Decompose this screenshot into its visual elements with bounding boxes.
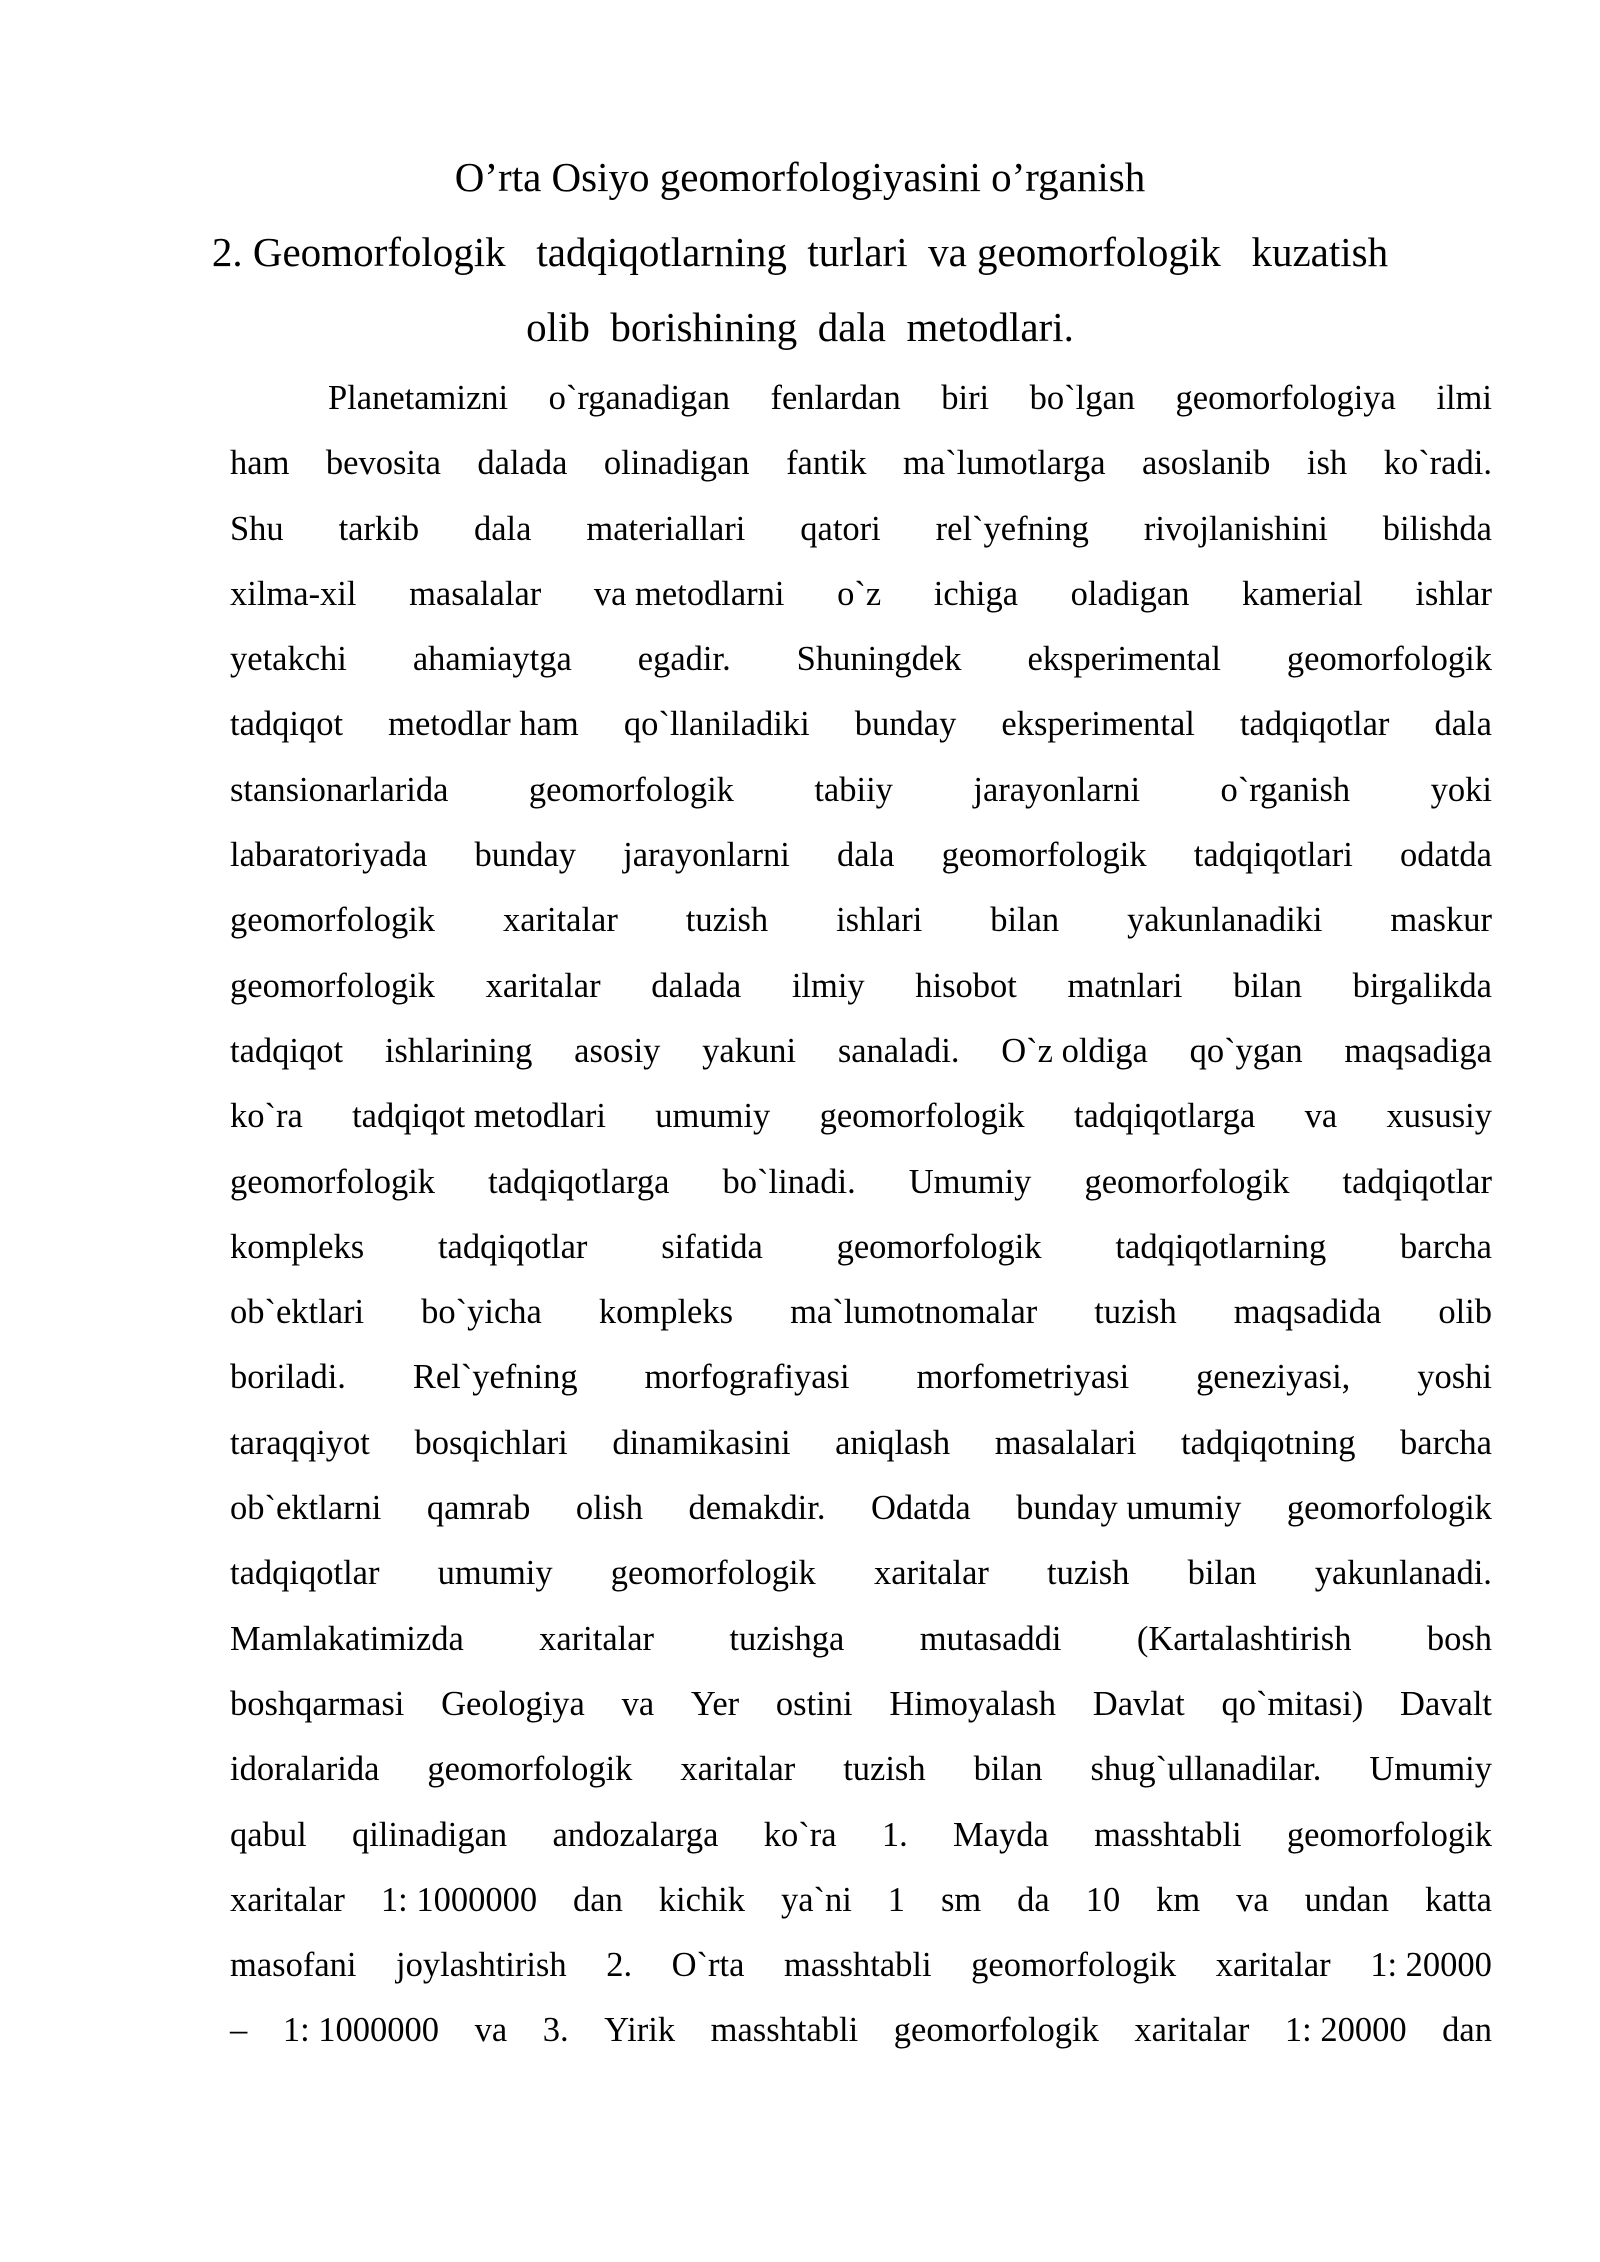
body-word: morfometriyasi <box>916 1358 1130 1397</box>
body-line <box>230 1033 1492 1098</box>
body-word: kichik <box>658 1880 746 1919</box>
body-word: bilan <box>1187 1554 1257 1593</box>
body-word: labaratoriyada <box>230 836 428 875</box>
body-word: tadqiqotlarning <box>1115 1227 1327 1266</box>
body-word: Planetamizni <box>328 379 509 417</box>
body-word: bo`linadi. <box>722 1162 856 1201</box>
body-word: Mayda <box>952 1815 1049 1854</box>
body-word: kamerial <box>1242 574 1363 613</box>
body-word: geomorfologik <box>1286 1489 1492 1528</box>
body-word: asosiy <box>574 1031 661 1070</box>
body-line <box>230 1882 1492 1947</box>
body-word: O`rta <box>671 1946 745 1985</box>
body-word: ishlar <box>1415 574 1492 613</box>
body-line <box>230 2012 1492 2077</box>
body-word: ilmi <box>1436 379 1492 417</box>
body-word: tuzish <box>1094 1293 1177 1332</box>
body-word: yakunlanadi. <box>1314 1554 1492 1593</box>
body-word: maqsadiga <box>1344 1031 1492 1070</box>
body-word: demakdir. <box>688 1489 826 1528</box>
body-word: Himoyalash <box>889 1684 1057 1723</box>
body-word: geomorfologik <box>836 1227 1042 1266</box>
body-word: xaritalar <box>1134 2011 1250 2050</box>
body-word: rel`yefning <box>935 509 1089 548</box>
body-word: qo`mitasi) <box>1221 1684 1364 1723</box>
body-word: qabul <box>230 1815 307 1854</box>
body-line <box>230 1294 1492 1359</box>
body-line <box>230 511 1492 576</box>
body-word: – <box>230 2011 248 2050</box>
body-word: mutasaddi <box>919 1619 1062 1658</box>
body-word: birgalikda <box>1352 966 1492 1005</box>
body-word: xaritalar <box>873 1554 989 1593</box>
body-word: qo`ygan <box>1189 1031 1303 1070</box>
body-word: olinadigan <box>603 444 750 483</box>
body-word: tuzish <box>1047 1554 1130 1593</box>
body-word: dalada <box>651 966 742 1005</box>
body-word: yoki <box>1430 770 1492 809</box>
body-word: masshtabli <box>1094 1815 1242 1854</box>
body-line <box>230 1555 1492 1620</box>
body-word: bevosita <box>325 444 441 483</box>
body-word: umumiy <box>655 1097 771 1136</box>
body-word: sifatida <box>661 1227 763 1266</box>
body-word: masalalari <box>994 1423 1137 1462</box>
body-word: 1 <box>887 1880 906 1919</box>
body-word: tadqiqot metodlari <box>352 1097 606 1136</box>
body-word: dan <box>1442 2011 1492 2050</box>
body-line <box>230 1686 1492 1751</box>
body-word: 1: 20000 <box>1370 1946 1492 1985</box>
body-word: geomorfologik <box>610 1554 816 1593</box>
body-word: o`rganish <box>1220 770 1351 809</box>
body-word: va <box>474 2011 508 2050</box>
body-word: qatori <box>800 509 881 548</box>
body-word: 1: 20000 <box>1284 2011 1407 2050</box>
body-word: tadqiqotlarga <box>488 1162 670 1201</box>
body-word: idoralarida <box>230 1750 380 1789</box>
body-word: (Kartalashtirish <box>1136 1619 1352 1658</box>
body-line <box>230 380 1492 445</box>
body-word: xususiy <box>1386 1097 1492 1136</box>
body-word: jarayonlarni <box>623 836 790 875</box>
body-word: shug`ullanadilar. <box>1090 1750 1322 1789</box>
body-word: bilishda <box>1382 509 1492 548</box>
body-word: masofani <box>230 1946 357 1985</box>
body-word: taraqqiyot <box>230 1423 370 1462</box>
body-word: boriladi. <box>230 1358 346 1397</box>
body-word: biri <box>941 379 990 417</box>
document-title-line-3: olib borishining dala metodlari. <box>526 304 1074 350</box>
body-word: ob`ektlarni <box>230 1489 382 1528</box>
body-word: sanaladi. <box>837 1031 960 1070</box>
body-word: Yirik <box>604 2011 676 2050</box>
body-word: bosh <box>1426 1619 1492 1658</box>
body-line <box>230 1425 1492 1490</box>
body-word: boshqarmasi <box>230 1684 405 1723</box>
body-word: undan <box>1304 1880 1389 1919</box>
body-line <box>230 1359 1492 1424</box>
body-word: qilinadigan <box>351 1815 508 1854</box>
body-word: masalalar <box>409 574 542 613</box>
body-word: va <box>1304 1097 1338 1136</box>
body-word: dala <box>473 509 532 548</box>
body-word: ichiga <box>933 574 1019 613</box>
body-word: ilmiy <box>791 966 865 1005</box>
body-word: hisobot <box>915 966 1017 1005</box>
body-word: masshtabli <box>710 2011 859 2050</box>
body-word: o`z <box>837 574 882 613</box>
document-title-line-2: 2. Geomorfologik tadqiqotlarning turlari va geomorfologik kuzatish <box>211 229 1389 275</box>
body-word: ahamiaytga <box>412 640 572 679</box>
body-word: 2. <box>606 1946 633 1985</box>
body-word: km <box>1156 1880 1201 1919</box>
body-word: materiallari <box>586 509 746 548</box>
body-word: va <box>621 1684 655 1723</box>
body-line <box>230 576 1492 641</box>
body-word: kompleks <box>598 1293 734 1332</box>
body-word: va <box>1236 1880 1269 1919</box>
body-line <box>230 1817 1492 1882</box>
body-word: ya`ni <box>780 1880 852 1919</box>
body-word: qamrab <box>426 1489 531 1528</box>
body-word: maqsadida <box>1233 1293 1382 1332</box>
body-word: yoshi <box>1417 1358 1492 1397</box>
body-word: barcha <box>1400 1227 1492 1266</box>
body-word: qo`llaniladiki <box>623 705 810 744</box>
body-line <box>230 1229 1492 1294</box>
body-line <box>230 837 1492 902</box>
body-word: yakuni <box>702 1031 797 1070</box>
body-word: tadqiqotning <box>1181 1423 1356 1462</box>
body-line <box>230 968 1492 1033</box>
body-word: maskur <box>1390 901 1492 940</box>
body-word: stansionarlarida <box>230 770 449 809</box>
body-word: ish <box>1306 444 1348 483</box>
body-line <box>230 902 1492 967</box>
body-word: bilan <box>1233 966 1303 1005</box>
body-word: O`z oldiga <box>1001 1031 1148 1070</box>
body-word: tuzish <box>843 1750 926 1789</box>
body-word: bilan <box>973 1750 1043 1789</box>
body-word: 3. <box>542 2011 569 2050</box>
body-word: bo`lgan <box>1029 379 1136 417</box>
body-line <box>230 1947 1492 2012</box>
body-word: tadqiqot <box>230 705 344 744</box>
body-word: dala <box>1434 705 1492 744</box>
body-word: dinamikasini <box>612 1423 791 1462</box>
body-word: tuzishga <box>729 1619 845 1658</box>
body-word: bunday umumiy <box>1016 1489 1242 1528</box>
body-line <box>230 1098 1492 1163</box>
body-word: katta <box>1424 1880 1492 1919</box>
body-word: geomorfologik <box>819 1097 1025 1136</box>
body-word: 1. <box>881 1815 908 1854</box>
body-word: jarayonlarni <box>973 770 1141 809</box>
body-word: geomorfologik <box>528 770 734 809</box>
body-line <box>230 445 1492 510</box>
body-word: xaritalar <box>502 901 618 940</box>
body-word: fenlardan <box>770 379 901 417</box>
body-word: bunday <box>474 836 577 875</box>
body-word: o`rganadigan <box>548 379 730 417</box>
body-word: tadqiqot <box>230 1031 344 1070</box>
body-word: geomorfologik <box>941 836 1147 875</box>
body-word: sm <box>940 1880 982 1919</box>
body-word: Umumiy <box>1369 1750 1492 1789</box>
body-word: Shuningdek <box>796 640 962 679</box>
body-word: Mamlakatimizda <box>230 1619 464 1658</box>
body-word: xaritalar <box>539 1619 655 1658</box>
body-word: geneziyasi, <box>1196 1358 1351 1397</box>
body-word: geomorfologik <box>1286 1815 1492 1854</box>
body-word: geomorfologiya <box>1175 379 1396 417</box>
body-word: fantik <box>786 444 867 483</box>
body-word: geomorfologik <box>971 1946 1177 1985</box>
body-line <box>230 1164 1492 1229</box>
body-word: bosqichlari <box>414 1423 568 1462</box>
body-word: da <box>1017 1880 1050 1919</box>
body-word: ostini <box>775 1684 853 1723</box>
body-word: ko`ra <box>230 1097 303 1136</box>
body-word: ma`lumotnomalar <box>790 1293 1038 1332</box>
body-word: metodlar ham <box>388 705 579 744</box>
body-line <box>230 641 1492 706</box>
body-word: tadqiqotlari <box>1193 836 1353 875</box>
body-word: eksperimental <box>1027 640 1221 679</box>
body-word: xaritalar <box>680 1750 796 1789</box>
body-word: ko`ra <box>763 1815 837 1854</box>
body-word: olish <box>575 1489 643 1528</box>
body-word: xilma-xil <box>230 574 357 613</box>
body-word: tadqiqotlar <box>1342 1162 1492 1201</box>
body-word: ko`radi. <box>1383 444 1492 483</box>
body-word: Odatda <box>871 1489 971 1528</box>
body-line <box>230 772 1492 837</box>
body-word: tadqiqotlar <box>437 1227 588 1266</box>
body-line <box>230 1751 1492 1816</box>
document-title-line-1: O’rta Osiyo geomorfologiyasini o’rganish <box>454 154 1146 200</box>
body-word: Shu <box>230 509 284 548</box>
body-word: dala <box>836 836 895 875</box>
body-word: xaritalar <box>230 1880 345 1919</box>
body-word: bo`yicha <box>421 1293 542 1332</box>
body-word: ham <box>230 444 290 483</box>
body-word: ma`lumotlarga <box>903 444 1106 483</box>
body-word: rivojlanishini <box>1143 509 1328 548</box>
body-word: geomorfologik <box>230 1162 436 1201</box>
body-word: bilan <box>990 901 1060 940</box>
body-word: geomorfologik <box>230 966 436 1005</box>
body-word: umumiy <box>437 1554 553 1593</box>
body-word: tadqiqotlar <box>230 1554 380 1593</box>
body-word: 1: 1000000 <box>380 1880 538 1919</box>
body-word: xaritalar <box>485 966 601 1005</box>
body-word: geomorfologik <box>230 901 436 940</box>
body-word: ishlarining <box>384 1031 533 1070</box>
body-word: yakunlanadiki <box>1127 901 1323 940</box>
body-word: kompleks <box>230 1227 365 1266</box>
body-word: tarkib <box>338 509 420 548</box>
body-word: morfografiyasi <box>644 1358 850 1397</box>
body-word: andozalarga <box>552 1815 719 1854</box>
body-word: Davlat <box>1092 1684 1185 1723</box>
body-word: va metodlarni <box>593 574 785 613</box>
body-word: 10 <box>1085 1880 1121 1919</box>
body-line <box>230 1490 1492 1555</box>
body-word: Rel`yefning <box>412 1358 578 1397</box>
body-word: tadqiqotlarga <box>1073 1097 1256 1136</box>
body-word: oladigan <box>1070 574 1190 613</box>
body-word: ishlari <box>836 901 923 940</box>
body-word: geomorfologik <box>893 2011 1099 2050</box>
body-word: joylashtirish <box>396 1946 567 1985</box>
body-word: tuzish <box>685 901 769 940</box>
body-word: olib <box>1438 1293 1492 1332</box>
body-word: yetakchi <box>230 640 347 679</box>
body-word: tabiiy <box>814 770 893 809</box>
body-word: Umumiy <box>908 1162 1032 1201</box>
body-word: ob`ektlari <box>230 1293 365 1332</box>
body-word: masshtabli <box>783 1946 932 1985</box>
body-word: asoslanib <box>1142 444 1271 483</box>
body-word: Davalt <box>1400 1684 1492 1723</box>
body-line <box>230 1621 1492 1686</box>
body-word: matnlari <box>1067 966 1183 1005</box>
body-word: Yer <box>690 1684 740 1723</box>
document-body <box>230 380 1492 2078</box>
body-word: xaritalar <box>1215 1946 1331 1985</box>
body-word: eksperimental <box>1001 705 1195 744</box>
body-word: tadqiqotlar <box>1239 705 1390 744</box>
body-word: geomorfologik <box>1084 1162 1290 1201</box>
body-word: 1: 1000000 <box>282 2011 440 2050</box>
body-word: geomorfologik <box>427 1750 633 1789</box>
body-line <box>230 706 1492 771</box>
body-word: Geologiya <box>441 1684 585 1723</box>
body-word: aniqlash <box>835 1423 951 1462</box>
body-word: egadir. <box>637 640 731 679</box>
body-word: odatda <box>1399 836 1492 875</box>
body-word: barcha <box>1400 1423 1492 1462</box>
body-word: dalada <box>477 444 568 483</box>
body-word: geomorfologik <box>1286 640 1492 679</box>
body-word: bunday <box>854 705 957 744</box>
body-word: dan <box>573 1880 623 1919</box>
